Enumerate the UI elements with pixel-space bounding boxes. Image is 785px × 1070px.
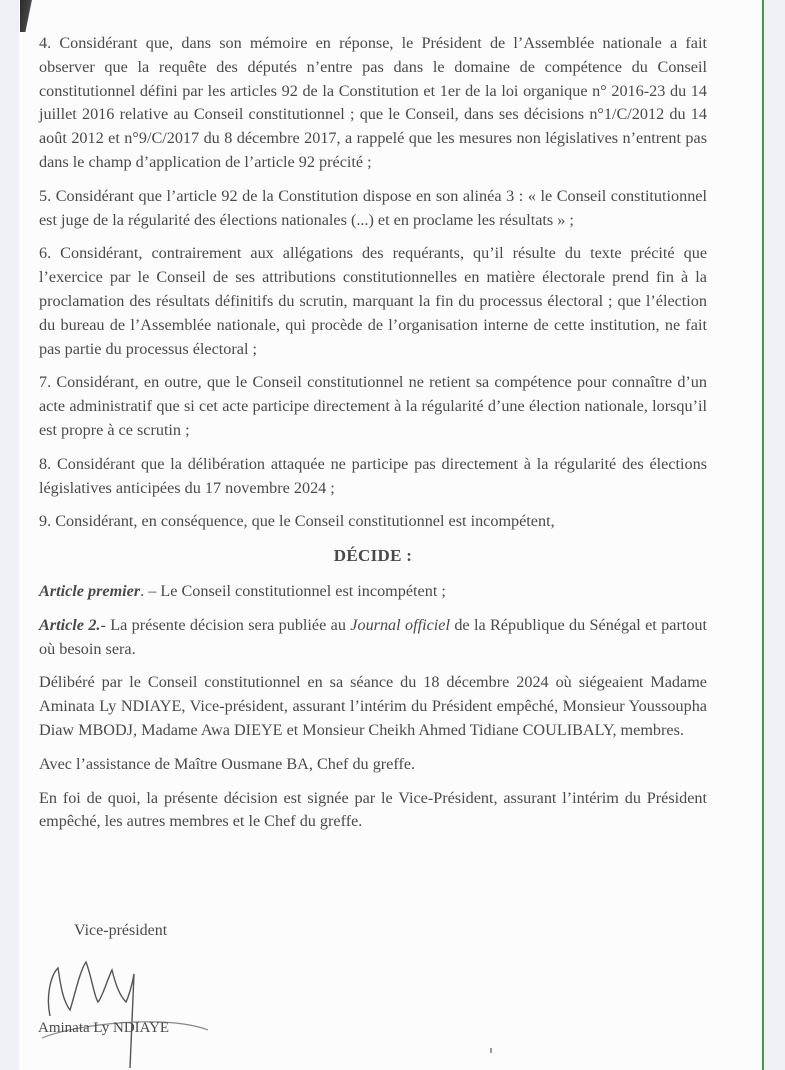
article-premier-text: Le Conseil constitutionnel est incompétent ; <box>160 581 446 600</box>
considerant-8: 8. Considérant que la délibération attaquée ne participe pas directement à la régularité des élections législatives anticipées du 17 novembre 2024 ; <box>39 454 707 497</box>
considerant-5: 5. Considérant que l’article 92 de la Constitution dispose en son alinéa 3 : « le Conseil constitutionnel est juge de la régularité des élections nationales (...) et en proclame les résultats » ; <box>39 186 707 229</box>
article-2-text-after: de la République du Sénégal et partout où besoin sera. <box>39 615 708 658</box>
article-premier <box>39 580 707 604</box>
article-2-label: Article 2. <box>39 615 101 634</box>
decide-heading: DÉCIDE : <box>333 546 413 566</box>
article-2-sep: - <box>100 615 111 634</box>
handwritten-signature <box>36 958 256 1070</box>
document-body <box>39 32 707 844</box>
article-2-text-before: La présente décision sera publiée au <box>110 615 351 634</box>
signatory-name: Aminata Ly NDIAYE <box>38 1020 170 1036</box>
considerant-7: 7. Considérant, en outre, que le Conseil constitutionnel ne retient sa compétence pour connaître d’un acte administratif que si cet acte participe directement à la régularité d’une élection nationale, lorsqu’il est propre à ce scrutin ; <box>39 373 707 439</box>
considerant-9: 9. Considérant, en conséquence, que le Conseil constitutionnel est incompétent, <box>39 512 555 531</box>
article-premier-label: Article premier <box>39 581 141 600</box>
considerant-4: 4. Considérant que, dans son mémoire en réponse, le Président de l’Assemblée nationale a fait observer que la requête des députés n’entre pas dans le domaine de compétence du Conseil constitutionnel défini par les articles 92 de la Constitution et 1er de la loi organique n° 2016-23 du 14 juillet 2016 relative au Conseil constitutionnel ; que le Conseil, dans ses décisions n°1/C/2012 du 14 août 2012 et n°9/C/2017 du 8 décembre 2017, a rappelé que les mesures non législatives n’entrent pas dans le champ d’application de l’article 92 précité ; <box>39 34 707 171</box>
article-2 <box>39 614 707 662</box>
scan-speck <box>490 1048 492 1053</box>
article-premier-sep: . – <box>140 581 161 600</box>
attestation: En foi de quoi, la présente décision est signée par le Vice-Président, assurant l’intérim du Président empêché, les autres membres et le Chef du greffe. <box>39 788 707 831</box>
journal-officiel: Journal officiel <box>350 615 450 634</box>
assistance: Avec l’assistance de Maître Ousmane BA, Chef du greffe. <box>39 754 416 773</box>
signatory-title: Vice-président <box>74 922 168 939</box>
considerant-6: 6. Considérant, contrairement aux allégations des requérants, qu’il résulte du texte précité que l’exercice par le Conseil de ses attributions constitutionnelles en matière électorale prend fin à la proclamation des résultats définitifs du scrutin, marquant la fin du processus électoral ; que l’élection du bureau de l’Assemblée nationale, qui procède de l’organisation interne de cette institution, ne fait pas partie du processus électoral ; <box>39 244 707 358</box>
deliberation: Délibéré par le Conseil constitutionnel en sa séance du 18 décembre 2024 où siégeaient Madame Aminata Ly NDIAYE, Vice-président, assurant l’intérim du Président empêché, Monsieur Youssoupha Diaw MBODJ, Madame Awa DIEYE et Monsieur Cheikh Ahmed Tidiane COULIBALY, membres. <box>39 673 707 739</box>
